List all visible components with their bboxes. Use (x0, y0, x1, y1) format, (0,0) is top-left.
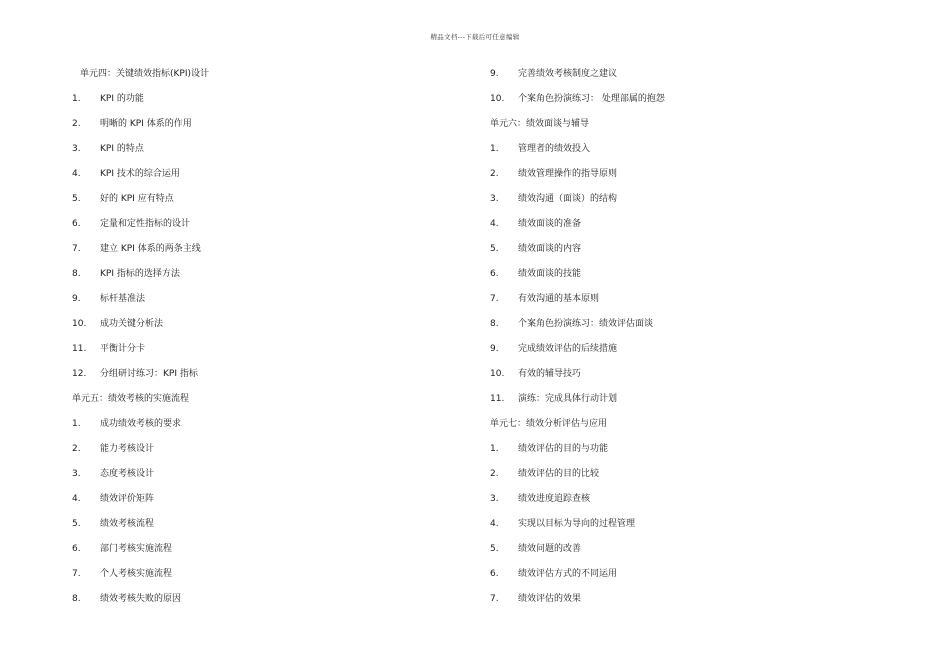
list-item (72, 212, 452, 237)
item-number: 10. (490, 94, 505, 104)
list-item (490, 487, 890, 512)
item-text: 绩效评估的目的比较 (518, 469, 600, 479)
list-item (72, 537, 452, 562)
item-number: 2. (490, 169, 499, 179)
list-item (490, 187, 890, 212)
list-item (490, 587, 890, 612)
item-text: 成功绩效考核的要求 (100, 419, 182, 429)
section-heading (72, 62, 452, 87)
list-item (72, 487, 452, 512)
item-text: 态度考核设计 (100, 469, 155, 479)
section-title: 单元四：关键绩效指标(KPI)设计 (80, 69, 210, 79)
item-number: 3. (72, 144, 81, 154)
item-number: 4. (490, 519, 499, 529)
item-text: 管理者的绩效投入 (518, 144, 591, 154)
item-text: 部门考核实施流程 (100, 544, 173, 554)
item-number: 3. (490, 194, 499, 204)
item-number: 7. (490, 294, 499, 304)
item-number: 7. (490, 594, 499, 604)
item-number: 6. (490, 269, 499, 279)
item-text: 个人考核实施流程 (100, 569, 173, 579)
list-item (490, 212, 890, 237)
item-text: 定量和定性指标的设计 (100, 219, 191, 229)
list-item (490, 362, 890, 387)
item-number: 4. (72, 169, 81, 179)
list-item (490, 262, 890, 287)
list-item (72, 337, 452, 362)
item-text: 有效沟通的基本原则 (518, 294, 600, 304)
item-text: 绩效面谈的内容 (518, 244, 582, 254)
list-item (72, 162, 452, 187)
list-item (490, 287, 890, 312)
list-item (490, 62, 890, 87)
item-number: 1. (72, 94, 81, 104)
item-number: 2. (490, 469, 499, 479)
item-text: 建立 KPI 体系的两条主线 (100, 244, 201, 254)
item-text: 绩效考核失败的原因 (100, 594, 182, 604)
item-text: 成功关键分析法 (100, 319, 164, 329)
item-text: 绩效评估方式的不同运用 (518, 569, 618, 579)
item-number: 5. (72, 519, 81, 529)
item-text: 绩效评估的目的与功能 (518, 444, 609, 454)
item-text: 绩效面谈的准备 (518, 219, 582, 229)
list-item (72, 137, 452, 162)
list-item (72, 112, 452, 137)
item-number: 8. (72, 594, 81, 604)
item-text: 标杆基准法 (100, 294, 146, 304)
item-text: KPI 的特点 (100, 144, 144, 154)
list-item (72, 562, 452, 587)
list-item (490, 512, 890, 537)
item-text: 绩效评估的效果 (518, 594, 582, 604)
item-text: 明晰的 KPI 体系的作用 (100, 119, 192, 129)
list-item (72, 462, 452, 487)
item-number: 2. (72, 119, 81, 129)
section-title: 单元五：绩效考核的实施流程 (72, 394, 190, 404)
item-number: 2. (72, 444, 81, 454)
section-heading (72, 387, 452, 412)
item-number: 11. (490, 394, 505, 404)
item-number: 1. (490, 444, 499, 454)
item-text: 绩效评价矩阵 (100, 494, 155, 504)
list-item (490, 237, 890, 262)
item-number: 9. (72, 294, 81, 304)
list-item (490, 462, 890, 487)
list-item (72, 87, 452, 112)
item-number: 8. (72, 269, 81, 279)
list-item (490, 162, 890, 187)
header-note: 精品文档---下载后可任意编辑 (430, 33, 520, 41)
item-text: 实现以目标为导向的过程管理 (518, 519, 636, 529)
item-text: 绩效沟通（面谈）的结构 (518, 194, 618, 204)
item-number: 1. (490, 144, 499, 154)
list-item (490, 312, 890, 337)
item-text: KPI 的功能 (100, 94, 144, 104)
list-item (72, 237, 452, 262)
item-number: 3. (490, 494, 499, 504)
item-number: 9. (490, 344, 499, 354)
item-text: 演练：完成具体行动计划 (518, 394, 618, 404)
item-text: 绩效面谈的技能 (518, 269, 582, 279)
item-text: 分组研讨练习：KPI 指标 (100, 369, 198, 379)
list-item (72, 262, 452, 287)
right-column (490, 62, 890, 612)
item-text: 完成绩效评估的后续措施 (518, 344, 618, 354)
item-number: 6. (490, 569, 499, 579)
item-text: 绩效考核流程 (100, 519, 155, 529)
item-number: 5. (72, 194, 81, 204)
item-text: 绩效管理操作的指导原则 (518, 169, 618, 179)
list-item (72, 587, 452, 612)
item-number: 5. (490, 244, 499, 254)
item-number: 7. (72, 569, 81, 579)
section-title: 单元七：绩效分析评估与应用 (490, 419, 608, 429)
item-number: 1. (72, 419, 81, 429)
list-item (490, 337, 890, 362)
item-number: 6. (72, 544, 81, 554)
item-number: 12. (72, 369, 87, 379)
item-number: 7. (72, 244, 81, 254)
list-item (490, 87, 890, 112)
item-number: 10. (490, 369, 505, 379)
list-item (72, 312, 452, 337)
section-heading (490, 112, 890, 137)
item-number: 8. (490, 319, 499, 329)
list-item (72, 287, 452, 312)
item-text: 有效的辅导技巧 (518, 369, 582, 379)
item-text: 能力考核设计 (100, 444, 155, 454)
item-number: 9. (490, 69, 499, 79)
list-item (72, 512, 452, 537)
list-item (490, 387, 890, 412)
item-number: 4. (490, 219, 499, 229)
item-text: 平衡计分卡 (100, 344, 146, 354)
list-item (72, 437, 452, 462)
list-item (490, 437, 890, 462)
item-number: 10. (72, 319, 87, 329)
list-item (490, 537, 890, 562)
item-number: 3. (72, 469, 81, 479)
list-item (72, 412, 452, 437)
item-number: 4. (72, 494, 81, 504)
list-item (490, 137, 890, 162)
item-number: 11. (72, 344, 87, 354)
left-column (72, 62, 452, 612)
item-text: 个案角色扮演练习： 处理部属的抱怨 (518, 94, 665, 104)
item-text: 绩效问题的改善 (518, 544, 582, 554)
list-item (72, 187, 452, 212)
item-text: KPI 指标的选择方法 (100, 269, 180, 279)
list-item (72, 362, 452, 387)
item-text: 完善绩效考核制度之建议 (518, 69, 618, 79)
item-number: 6. (72, 219, 81, 229)
item-text: 好的 KPI 应有特点 (100, 194, 174, 204)
item-number: 5. (490, 544, 499, 554)
item-text: 个案角色扮演练习：绩效评估面谈 (518, 319, 654, 329)
list-item (490, 562, 890, 587)
item-text: 绩效进度追踪查核 (518, 494, 591, 504)
item-text: KPI 技术的综合运用 (100, 169, 180, 179)
section-heading (490, 412, 890, 437)
section-title: 单元六：绩效面谈与辅导 (490, 119, 590, 129)
